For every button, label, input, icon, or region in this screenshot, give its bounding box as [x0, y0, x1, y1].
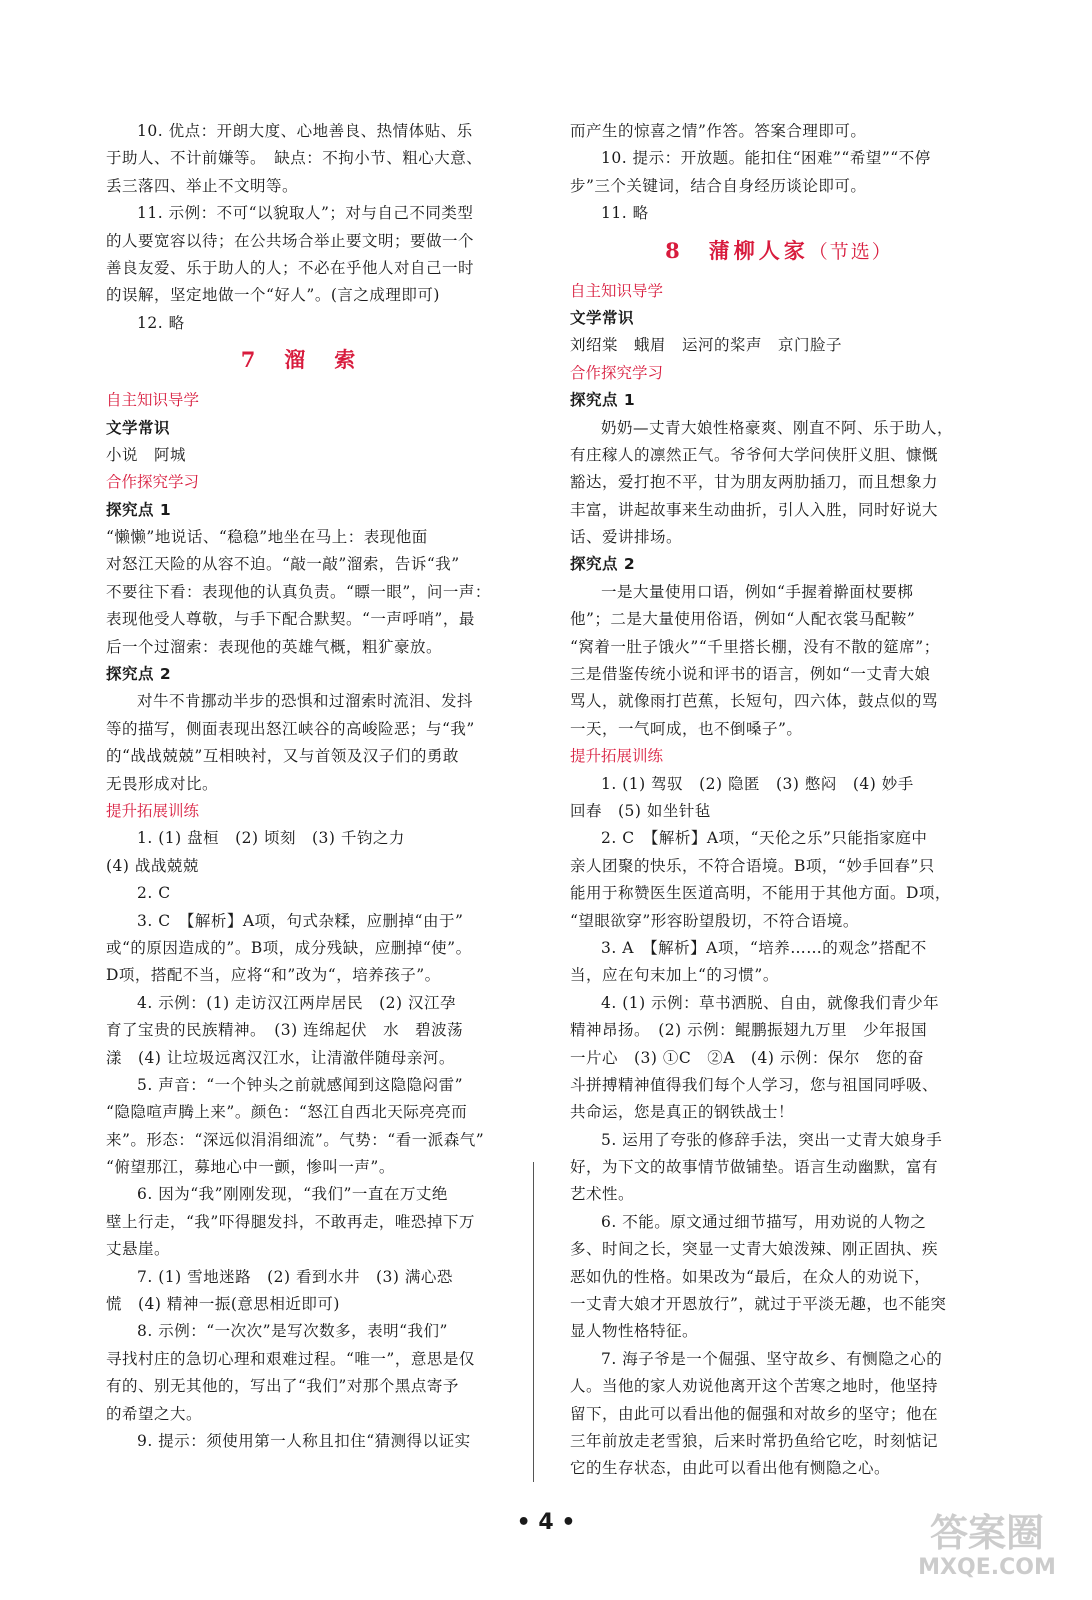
text-line: 2. C 【解析】A项，“天伦之乐”只能指家庭中	[601, 829, 928, 848]
text-line: 3. C 【解析】A项，句式杂糅，应删掉“由于”	[137, 911, 464, 930]
watermark-text-bottom: MXQE.COM	[918, 1555, 1056, 1580]
text-line: (4) 战战兢兢	[106, 856, 199, 875]
text-line: 话、爱讲排场。	[570, 528, 683, 547]
text-line: 丢三落四、举止不文明等。	[106, 176, 299, 195]
watermark-logo	[902, 1502, 1072, 1582]
text-line: 一是大量使用口语，例如“手握着擀面杖要梆	[601, 582, 914, 601]
text-line: 等的描写，侧面表现出怒江峡谷的高峻险恶；与“我”	[106, 719, 475, 738]
text-line: 对怒江天险的从容不迫。“敲一敲”溜索，告诉“我”	[106, 555, 460, 574]
text-line: 来”。形态：“深远似涓涓细流”。气势：“看一派森气”	[106, 1130, 485, 1149]
text-line: 6. 不能。原文通过细节描写，用劝说的人物之	[601, 1212, 927, 1231]
text-line: 7. (1) 雪地迷路 (2) 看到水井 (3) 满心恐	[137, 1267, 453, 1286]
text-line: 的人要宽容以待；在公共场合举止要文明；要做一个	[106, 231, 475, 250]
text-line: 亲人团聚的快乐，不符合语境。B项，“妙手回春”只	[570, 856, 935, 875]
text-line: 三年前放走老雪狼，后来时常扔鱼给它吃，时刻惦记	[570, 1431, 939, 1450]
text-line: 好，为下文的故事情节做铺垫。语言生动幽默，富有	[570, 1158, 939, 1177]
text-line: 刘绍棠 蛾眉 运河的桨声 京门脸子	[570, 336, 843, 355]
section-heading: 合作探究学习	[106, 473, 200, 492]
text-line: 11. 略	[601, 204, 649, 223]
text-line: 善良友爱、乐于助人的人；不必在乎他人对自己一时	[106, 258, 475, 277]
text-line: “隐隐喧声腾上来”。颜色：“怒江自西北天际亮亮而	[106, 1103, 468, 1122]
text-line: 不要往下看：表现他的认真负责。“瞟一眼”，问一声：	[106, 582, 491, 601]
section-heading: 合作探究学习	[570, 363, 664, 382]
page-number: • 4 •	[516, 1510, 576, 1535]
text-line: 育了宝贵的民族精神。 (3) 连绵起伏 水 碧波荡	[106, 1021, 464, 1040]
subheading: 文学常识	[570, 308, 635, 327]
text-line: 一丈青大娘才开恩放行”，就过于平淡无趣，也不能突	[570, 1295, 947, 1314]
text-line: 壁上行走，“我”吓得腿发抖，不敢再走，唯恐掉下万	[106, 1212, 475, 1231]
text-line: 3. A 【解析】A项，“培养……的观念”搭配不	[601, 938, 927, 957]
section-heading: 自主知识导学	[106, 391, 200, 410]
text-line: 步”三个关键词，结合自身经历谈论即可。	[570, 176, 867, 195]
text-line: “窝着一肚子饿火”“千里搭长棚，没有不散的筵席”；	[570, 637, 940, 656]
text-line: 斗拼搏精神值得我们每个人学习，您与祖国同呼吸、	[570, 1075, 939, 1094]
text-line: 的误解，坚定地做一个“好人”。(言之成理即可)	[106, 286, 440, 305]
text-line: 4. (1) 示例：草书洒脱、自由，就像我们青少年	[601, 993, 940, 1012]
lesson-title-suffix: （节选）	[808, 240, 893, 263]
text-line: 4. 示例：(1) 走访汉江两岸居民 (2) 汉江孕	[137, 993, 456, 1012]
text-line: 慌 (4) 精神一振(意思相近即可)	[106, 1295, 340, 1314]
text-line: 12. 略	[137, 313, 185, 332]
text-line: 而产生的惊喜之情”作答。答案合理即可。	[570, 122, 867, 140]
section-heading: 提升拓展训练	[570, 747, 664, 766]
text-line: 6. 因为“我”刚刚发现，“我们”一直在万丈绝	[137, 1185, 448, 1204]
text-line: 11. 示例：不可“以貌取人”；对与自己不同类型	[137, 204, 474, 223]
text-line: D项，搭配不当，应将“和”改为“，培养孩子”。	[106, 966, 441, 985]
lesson-title	[106, 337, 494, 387]
text-line: 2. C	[137, 884, 171, 903]
column-divider	[533, 1162, 534, 1482]
subheading: 探究点 2	[570, 555, 636, 574]
subheading: 文学常识	[106, 418, 171, 437]
text-line: 能用于称赞医生医道高明，不能用于其他方面。D项，	[570, 884, 951, 903]
subheading: 探究点 1	[570, 391, 636, 410]
lesson-title-text: 8 蒲柳人家	[665, 237, 809, 263]
text-line: 7. 海子爷是一个倔强、坚守故乡、有恻隐之心的	[601, 1349, 943, 1368]
text-line: 小说 阿城	[106, 445, 187, 464]
text-line: 回春 (5) 如坐针毡	[570, 801, 711, 820]
text-line: 10. 提示：开放题。能扣住“困难”“希望”“不停	[601, 149, 931, 168]
text-line: 它的生存状态，由此可以看出他有恻隐之心。	[570, 1459, 891, 1478]
text-line: 5. 运用了夸张的修辞手法，突出一丈青大娘身手	[601, 1130, 943, 1149]
text-line: 三是借鉴传统小说和评书的语言，例如“一丈青大娘	[570, 665, 931, 684]
text-line: 丰富，讲起故事来生动曲折，引人入胜，同时好说大	[570, 500, 939, 519]
text-line: 或“的原因造成的”。B项，成分残缺，应删掉“使”。	[106, 938, 472, 957]
text-line: 恶如仇的性格。如果改为“最后，在众人的劝说下，	[570, 1267, 931, 1286]
subheading: 探究点 2	[106, 665, 172, 684]
text-line: “懒懒”地说话、“稳稳”地坐在马上：表现他面	[106, 528, 428, 547]
text-line: “望眼欲穿”形容盼望殷切，不符合语境。	[570, 911, 859, 930]
text-line: 漾 (4) 让垃圾远离汉江水，让清澈伴随母亲河。	[106, 1048, 455, 1067]
section-heading: 提升拓展训练	[106, 801, 200, 820]
text-line: 艺术性。	[570, 1185, 635, 1204]
text-line: 1. (1) 驾驭 (2) 隐匿 (3) 憋闷 (4) 妙手	[601, 774, 914, 793]
watermark-text-top: 答案圈	[929, 1511, 1045, 1555]
text-line: 8. 示例：“一次次”是写次数多，表明“我们”	[137, 1322, 448, 1341]
text-line: “俯望那江，募地心中一颤，惨叫一声”。	[106, 1158, 395, 1177]
text-line: 表现他受人尊敬，与手下配合默契。“一声呼哨”，最	[106, 610, 475, 629]
text-line: 有的、别无其他的，写出了“我们”对那个黑点寄予	[106, 1377, 459, 1396]
text-line: 5. 声音：“一个钟头之前就感闻到这隐隐闷雷”	[137, 1075, 464, 1094]
text-line: 他”；二是大量使用俗语，例如“人配衣裳马配鞍”	[570, 610, 916, 629]
text-line: 精神昂扬。 (2) 示例：鲲鹏振翅九万里 少年报国	[570, 1021, 928, 1040]
text-line: 无畏形成对比。	[106, 774, 219, 793]
text-line: 奶奶—丈青大娘性格豪爽、刚直不阿、乐于助人，	[601, 418, 954, 437]
text-line: 于助人、不计前嫌等。 缺点：不拘小节、粗心大意、	[106, 149, 483, 168]
text-line: 人。当他的家人劝说他离开这个苦寒之地时，他坚持	[570, 1377, 939, 1396]
text-line: 9. 提示：须使用第一人称且扣住“猜测得以证实	[137, 1431, 471, 1450]
text-line: 豁达，爱打抱不平，甘为朋友两肋插刀，而且想象力	[570, 473, 939, 492]
subheading: 探究点 1	[106, 500, 172, 519]
text-line: 骂人，就像雨打芭蕉，长短句，四六体，鼓点似的骂	[570, 692, 939, 711]
text-line: 当，应在句末加上“的习惯”。	[570, 966, 779, 985]
text-line: 对牛不肯挪动半步的恐惧和过溜索时流泪、发抖	[137, 692, 474, 711]
text-line: 寻找村庄的急切心理和艰难过程。“唯一”，意思是仅	[106, 1349, 475, 1368]
text-line: 丈悬崖。	[106, 1240, 171, 1259]
text-line: 10. 优点：开朗大度、心地善良、热情体贴、乐	[137, 122, 473, 140]
text-line: 有庄稼人的凛然正气。爷爷何大学问侠肝义胆、慷慨	[570, 445, 939, 464]
text-line: 一天，一气呵成，也不倒嗓子”。	[570, 719, 803, 738]
text-line: 的希望之大。	[106, 1404, 203, 1423]
text-line: 1. (1) 盘桓 (2) 顷刻 (3) 千钧之力	[137, 829, 405, 848]
text-line: 共命运，您是真正的钢铁战士！	[570, 1103, 795, 1122]
text-line: 后一个过溜索：表现他的英雄气概，粗犷豪放。	[106, 637, 443, 656]
text-line: 留下，由此可以看出他的倔强和对故乡的坚守；他在	[570, 1404, 939, 1423]
right-column	[570, 118, 988, 1483]
left-column	[106, 118, 494, 1455]
lesson-title-text: 7 溜 索	[240, 347, 360, 373]
text-line: 一片心 (3) ①C ②A (4) 示例：保尔 您的奋	[570, 1048, 924, 1067]
lesson-title	[570, 228, 988, 278]
section-heading: 自主知识导学	[570, 281, 664, 300]
text-line: 多、时间之长，突显一丈青大娘泼辣、刚正固执、疾	[570, 1240, 939, 1259]
text-line: 的“战战兢兢”互相映衬，又与首领及汉子们的勇敢	[106, 747, 459, 766]
text-line: 显人物性格特征。	[570, 1322, 699, 1341]
